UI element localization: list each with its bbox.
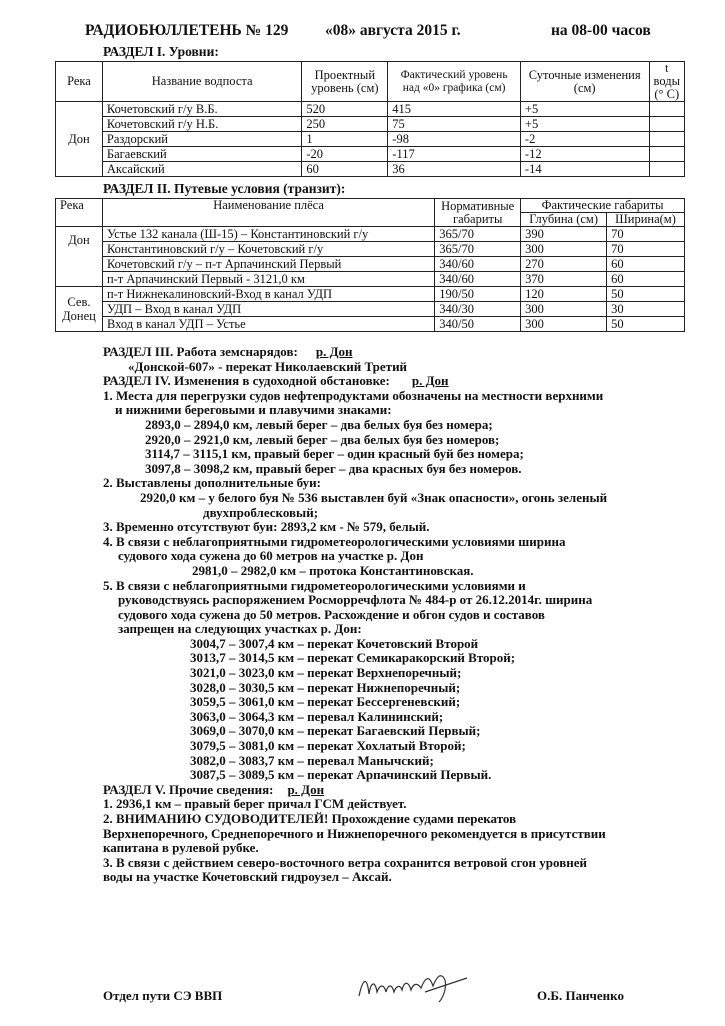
cell: 340/30 [435,302,521,317]
list-item: запрещен на следующих участках р. Дон: [118,621,362,637]
cell: 300 [521,317,607,332]
cell: 70 [607,227,685,242]
cell: 50 [607,317,685,332]
section3-heading [103,345,678,360]
cell: 340/50 [435,317,521,332]
cell: -2 [520,132,649,147]
bulletin-date: «08» августа 2015 г. [325,22,461,39]
col-water-temp: t воды (° С) [649,62,685,102]
list-item: и нижними береговыми и плавучими знаками: [115,402,392,418]
cell: -12 [520,147,649,162]
table-row [56,242,685,257]
col-depth: Глубина (см) [521,213,607,227]
cell: Кочетовский г/у В.Б. [102,102,301,117]
cell [649,147,685,162]
cell: 300 [521,302,607,317]
list-item: руководствуясь распоряжением Росморречфлота № 484-р от 26.12.2014г. ширина [118,592,593,608]
cell: 300 [521,242,607,257]
table-row [56,257,685,272]
cell: 60 [607,272,685,287]
cell: 1 [302,132,388,147]
cell: 250 [302,117,388,132]
table-row [56,162,685,177]
list-item: 3021,0 – 3023,0 км – перекат Верхнепоречный; [190,665,462,681]
col-river: Река [56,62,103,102]
list-item: 3004,7 – 3007,4 км – перекат Кочетовский Второй [190,635,479,651]
section5-river: р. Дон [287,781,325,797]
bulletin-body [103,345,678,885]
table-row [56,272,685,287]
cell: Аксайский [102,162,301,177]
list-item: 3059,5 – 3061,0 км – перекат Бессергеневский; [190,694,461,710]
cell: -14 [520,162,649,177]
cell [649,132,685,147]
cell: 365/70 [435,227,521,242]
table-row [56,227,685,242]
section4-title: РАЗДЕЛ IV. Изменения в судоходной обстановке: [103,373,390,389]
col-reach: Наименование плёса [102,199,434,227]
bulletin-time: на 08-00 часов [551,22,651,39]
col-project-level: Проектный уровень (см) [302,62,388,102]
footer-dept: Отдел пути СЭ ВВП [103,988,223,1003]
list-item: 3. В связи с действием северо-восточного ветра сохранится ветровой сгон уровней [103,854,587,870]
list-item: двухпроблесковый; [203,504,319,520]
col-width: Ширина(м) [607,213,685,227]
cell: 270 [521,257,607,272]
list-item: судового хода сужена до 60 метров на участке р. Дон [118,548,424,564]
table-row [56,317,685,332]
section1-title: РАЗДЕЛ I. Уровни: [103,44,219,59]
section4-river: р. Дон [411,373,449,389]
route-table [55,198,685,332]
list-item: 3114,7 – 3115,1 км, правый берег – один красный буй без номера; [145,446,524,462]
footer-name: О.Б. Панченко [537,988,624,1003]
list-item: судового хода сужена до 50 метров. Расхождение и обгон судов и составов [118,606,545,622]
levels-table [55,61,685,177]
list-item: 3087,5 – 3089,5 км – перекат Арпачинский Первый. [190,767,492,783]
bulletin-header [85,22,685,42]
cell: УДП – Вход в канал УДП [102,302,434,317]
col-actual-size: Фактические габариты [521,199,685,213]
list-item: капитана в рулевой рубке. [103,840,259,856]
cell: +5 [520,117,649,132]
section5-title: РАЗДЕЛ V. Прочие сведения: [103,781,274,797]
table-row [56,132,685,147]
cell: п-т Нижнекалиновский-Вход в канал УДП [102,287,434,302]
cell: 190/50 [435,287,521,302]
cell: -98 [388,132,521,147]
list-item: 3. Временно отсутствуют буи: 2893,2 км - № 579, белый. [103,519,430,535]
cell: 365/70 [435,242,521,257]
list-item: 2. Выставлены дополнительные буи: [103,475,321,491]
table-row [56,287,685,302]
cell: Константиновский г/у – Кочетовский г/у [102,242,434,257]
table-row [56,117,685,132]
cell: Раздорский [102,132,301,147]
section3-title: РАЗДЕЛ III. Работа земснарядов: [103,344,298,359]
cell: 75 [388,117,521,132]
list-item: 2. ВНИМАНИЮ СУДОВОДИТЕЛЕЙ! Прохождение судами перекатов [103,811,517,826]
cell: 390 [521,227,607,242]
list-item: 2920,0 – 2921,0 км, левый берег – два белых буя без номеров; [145,431,500,447]
river-cell: Сев. Донец [56,287,103,332]
section5-heading [103,783,678,798]
col-river: Река [56,199,103,227]
list-item: 2981,0 – 2982,0 км – протока Константиновская. [192,562,474,578]
list-item: 3079,5 – 3081,0 км – перекат Хохлатый Второй; [190,738,466,754]
list-item: 1. 2936,1 км – правый берег причал ГСМ действует. [103,796,407,812]
cell: 370 [521,272,607,287]
levels-header-row [56,62,685,102]
river-cell: Дон [56,102,103,177]
list-item: 5. В связи с неблагоприятными гидрометеорологическими условиями и [103,577,526,593]
cell [649,102,685,117]
list-item: воды на участке Кочетовский гидроузел – Аксай. [103,869,392,885]
cell: 36 [388,162,521,177]
cell [649,117,685,132]
cell: -117 [388,147,521,162]
cell: 415 [388,102,521,117]
cell: +5 [520,102,649,117]
list-item: 3097,8 – 3098,2 км, правый берег – два красных буя без номеров. [145,460,522,476]
cell: -20 [302,147,388,162]
signature-image [355,970,475,1006]
cell: Кочетовский г/у – п-т Арпачинский Первый [102,257,434,272]
bulletin-title: РАДИОБЮЛЛЕТЕНЬ № 129 [85,22,289,39]
section2-title: РАЗДЕЛ II. Путевые условия (транзит): [103,181,346,196]
list-item: 3082,0 – 3083,7 км – перевал Манычский; [190,752,434,768]
col-actual-level: Фактический уровень над «0» графика (см) [388,62,521,102]
cell: 60 [302,162,388,177]
list-item: 3028,0 – 3030,5 км – перекат Нижнепоречный; [190,679,461,695]
cell: 70 [607,242,685,257]
list-item: 2893,0 – 2894,0 км, левый берег – два белых буя без номера; [145,416,493,432]
cell: 60 [607,257,685,272]
col-daily-change: Суточные изменения (см) [520,62,649,102]
cell: 120 [521,287,607,302]
cell: 340/60 [435,272,521,287]
table-row [56,147,685,162]
cell: п-т Арпачинский Первый - 3121,0 км [102,272,434,287]
list-item: 3063,0 – 3064,3 км – перевал Калининский; [190,708,444,724]
list-item: 3013,7 – 3014,5 км – перекат Семикаракорский Второй; [190,650,516,666]
list-item: Верхнепоречного, Среднепоречного и Нижнепоречного рекомендуется в присутствии [103,825,606,841]
cell: Вход в канал УДП – Устье [102,317,434,332]
section4-heading [103,374,678,389]
list-item: 4. В связи с неблагоприятными гидрометеорологическими условиями ширина [103,533,566,549]
dredger-line: «Донской-607» - перекат Николаевский Третий [128,358,408,374]
cell [649,162,685,177]
cell: 30 [607,302,685,317]
cell: Багаевский [102,147,301,162]
col-station: Название водпоста [102,62,301,102]
table-row [56,302,685,317]
cell: Кочетовский г/у Н.Б. [102,117,301,132]
cell: Устье 132 канала (Ш-15) – Константиновский г/у [102,227,434,242]
col-norm-size: Нормативные габариты [435,199,521,227]
section3-river: р. Дон [315,344,353,359]
cell: 520 [302,102,388,117]
cell: 340/60 [435,257,521,272]
list-item: 2920,0 км – у белого буя № 536 выставлен буй «Знак опасности», огонь зеленый [140,489,608,505]
list-item: 1. Места для перегрузки судов нефтепродуктами обозначены на местности верхними [103,387,604,403]
route-header-row [56,199,685,213]
river-cell: Дон [56,227,103,287]
cell: 50 [607,287,685,302]
list-item: 3069,0 – 3070,0 км – перекат Багаевский Первый; [190,723,481,739]
table-row [56,102,685,117]
